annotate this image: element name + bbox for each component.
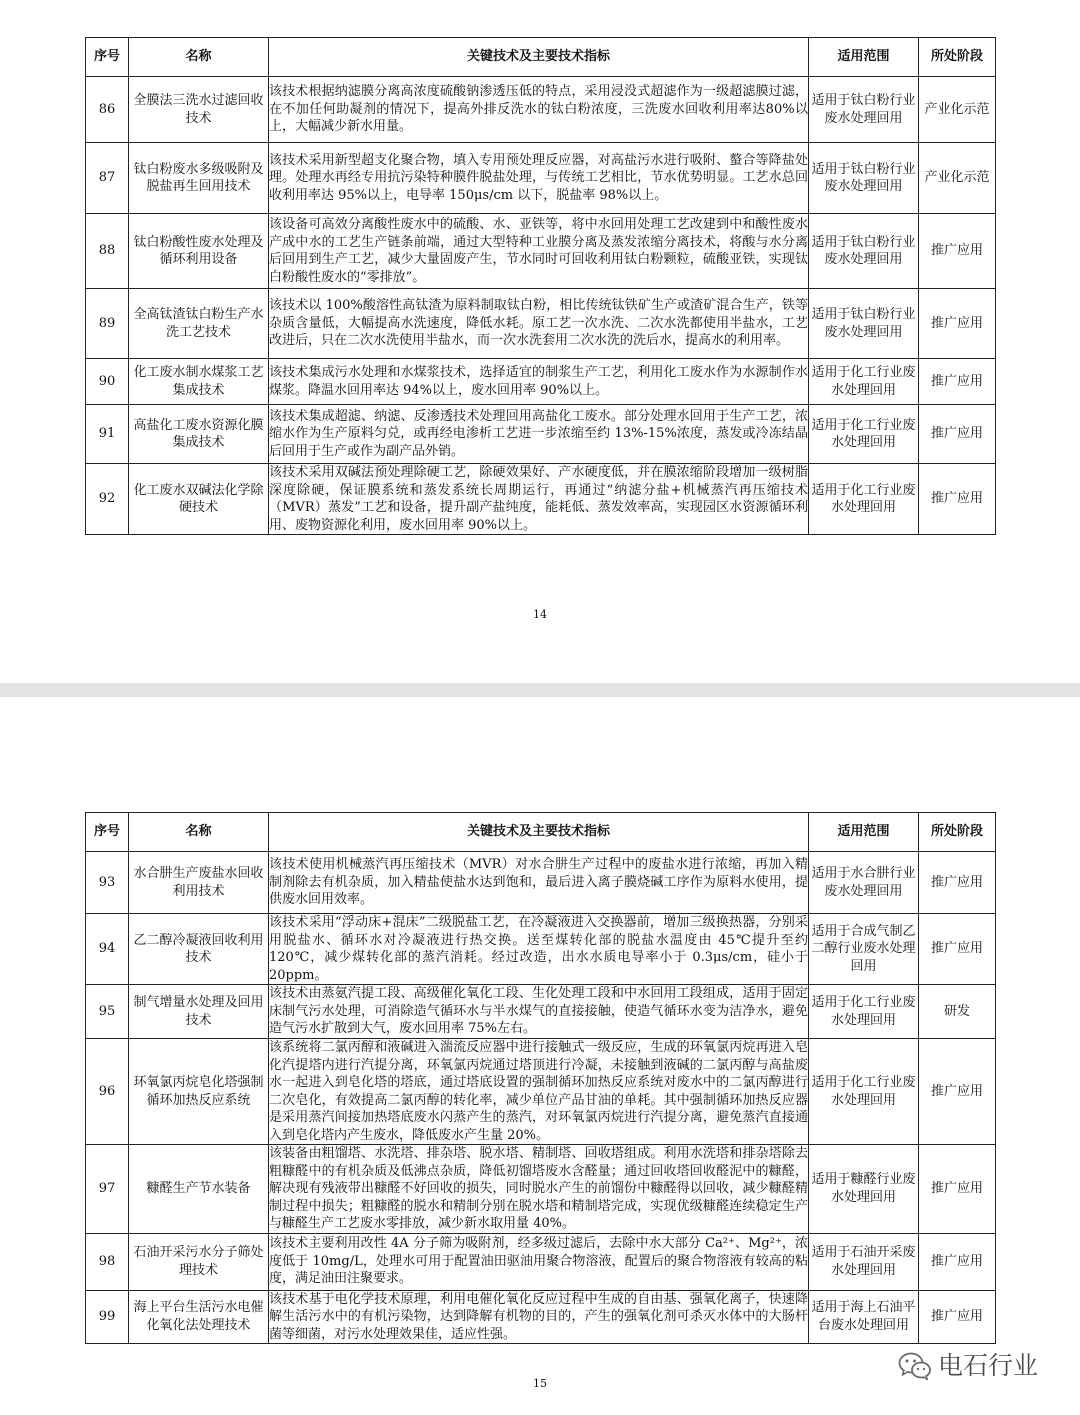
table-body: [86, 77, 996, 535]
table-row: [86, 852, 996, 914]
row-number: 86: [86, 77, 129, 143]
tech-description: 该技术由蒸氨汽提工段、高级催化氧化工段、生化处理工段和中水回用工段组成，适用于固定床制气污水处理，可消除造气循环水与半水煤气的直接接触，使造气循环水变为洁净水，避免造气污水扩散到大气，废水回用率 75%左右。: [269, 985, 809, 1039]
tech-name: 糠醛生产节水装备: [129, 1145, 269, 1234]
development-stage: 研发: [919, 985, 996, 1039]
header-scope: 适用范围: [809, 813, 919, 852]
tech-description: 该设备可高效分离酸性废水中的硫酸、水、亚铁等，将中水回用处理工艺改建到中和酸性废水产成中水的工艺生产链条前端，通过大型特种工业膜分离及蒸发浓缩分离技术，将酸与水分离后回用到生产工艺，减少大量固废产生，节水同时可回收利用钛白粉颗粒，硫酸亚铁，实现钛白粉酸性废水的“零排放”。: [269, 214, 809, 289]
tech-name: 高盐化工废水资源化膜集成技术: [129, 405, 269, 464]
application-scope: 适用于化工行业废水处理回用: [809, 1039, 919, 1145]
row-number: 87: [86, 143, 129, 214]
row-number: 96: [86, 1039, 129, 1145]
row-number: 98: [86, 1233, 129, 1290]
tech-name: 钛白粉酸性废水处理及循环利用设备: [129, 214, 269, 289]
tech-description: 该装备由粗馏塔、水洗塔、排杂塔、脱水塔、精制塔、回收塔组成。利用水洗塔和排杂塔除去粗糠醛中的有机杂质及低沸点杂质，降低初馏塔废水含醛量；通过回收塔回收醛泥中的糠醛，解决现有残液带出糠醛不好回收的损失，同时脱水产生的前馏份中糠醛得以回收，减少糠醛精制过程中损失；粗糠醛的脱水和精制分别在脱水塔和精制塔完成，实现优级糠醛连续稳定生产与糠醛生产工艺废水零排放，减少新水取用量 40%。: [269, 1146, 808, 1231]
page-number: 15: [533, 1377, 547, 1390]
document-page-15: [0, 697, 1080, 1415]
application-scope: 适用于化工行业废水处理回用: [809, 359, 919, 405]
header-name: 名称: [129, 38, 269, 77]
development-stage: 推广应用: [919, 289, 996, 359]
row-number: 91: [86, 405, 129, 464]
document-page-14: [0, 0, 1080, 683]
page-separator: [0, 683, 1080, 697]
watermark: [898, 1350, 1038, 1382]
development-stage: 推广应用: [919, 852, 996, 914]
development-stage: 推广应用: [919, 214, 996, 289]
table-body: [86, 852, 996, 1344]
table-row: [86, 1039, 996, 1145]
development-stage: 推广应用: [919, 359, 996, 405]
application-scope: 适用于海上石油平台废水处理回用: [809, 1290, 919, 1344]
row-number: 92: [86, 464, 129, 535]
header-description: 关键技术及主要技术指标: [269, 38, 809, 77]
tech-description: 该技术集成超滤、纳滤、反渗透技术处理回用高盐化工废水。部分处理水回用于生产工艺，浓缩水作为生产原料匀兑，或再经电渗析工艺进一步浓缩至约 13%-15%浓度，蒸发或冷冻结晶后回用于生产或作为副产品外销。: [269, 405, 809, 464]
development-stage: 推广应用: [919, 1145, 996, 1234]
development-stage: 推广应用: [919, 1290, 996, 1344]
header-number: 序号: [86, 38, 129, 77]
row-number: 90: [86, 359, 129, 405]
row-number: 89: [86, 289, 129, 359]
row-number: 99: [86, 1290, 129, 1344]
header-stage: 所处阶段: [919, 38, 996, 77]
table-row: [86, 77, 996, 143]
application-scope: 适用于糠醛行业废水处理回用: [809, 1145, 919, 1234]
watermark-text: 电石行业: [938, 1352, 1039, 1380]
tech-description: 该技术采用双碱法预处理除硬工艺，除硬效果好、产水硬度低，并在膜浓缩阶段增加一级树脂深度除硬，保证膜系统和蒸发系统长周期运行，再通过“纳滤分盐+机械蒸汽再压缩技术（MVR）蒸发”工艺和设备，提升副产盐纯度，能耗低、蒸发效率高，实现园区水资源循环利用、废物资源化利用，废水回用率 90%以上。: [269, 465, 808, 533]
tech-name: 环氧氯丙烷皂化塔强制循环加热反应系统: [129, 1039, 269, 1145]
development-stage: 推广应用: [919, 464, 996, 535]
technology-table: [85, 37, 996, 535]
row-number: 93: [86, 852, 129, 914]
development-stage: 产业化示范: [919, 77, 996, 143]
table-header-row: [86, 813, 996, 852]
table-row: [86, 464, 996, 535]
tech-name: 石油开采污水分子筛处理技术: [129, 1233, 269, 1290]
development-stage: 推广应用: [919, 1233, 996, 1290]
development-stage: 产业化示范: [919, 143, 996, 214]
table-row: [86, 914, 996, 985]
table-row: [86, 359, 996, 405]
tech-name: 全高钛渣钛白粉生产水洗工艺技术: [129, 289, 269, 359]
tech-name: 钛白粉废水多级吸附及脱盐再生回用技术: [129, 143, 269, 214]
application-scope: 适用于钛白粉行业废水处理回用: [809, 289, 919, 359]
technology-table: [85, 812, 996, 1344]
tech-description: 该技术集成污水处理和水煤浆技术，选择适宜的制浆生产工艺，利用化工废水作为水源制作水煤浆。降温水回用率达 94%以上，废水回用率 90%以上。: [269, 359, 809, 405]
application-scope: 适用于化工行业废水处理回用: [809, 464, 919, 535]
tech-description: 该技术基于电化学技术原理，利用电催化氧化反应过程中生成的自由基、强氧化离子，快速降解生活污水中的有机污染物，达到降解有机物的目的，产生的强氧化剂可杀灭水体中的大肠杆菌等细菌，对污水处理效果佳，适应性强。: [269, 1291, 808, 1342]
application-scope: 适用于化工行业废水处理回用: [809, 405, 919, 464]
table-row: [86, 1145, 996, 1234]
table-row: [86, 1233, 996, 1290]
tech-name: 化工废水制水煤浆工艺集成技术: [129, 359, 269, 405]
tech-name: 水合肼生产废盐水回收利用技术: [129, 852, 269, 914]
tech-description: 该技术使用机械蒸汽再压缩技术（MVR）对水合肼生产过程中的废盐水进行浓缩，再加入精制剂除去有机杂质，加入精盐使盐水达到饱和，最后进入离子膜烧碱工序作为原料水使用，提供废水回用效率。: [269, 852, 809, 914]
row-number: 94: [86, 914, 129, 985]
tech-description: 该技术主要利用改性 4A 分子筛为吸附剂，经多级过滤后，去除中水大部分 Ca²⁺、Mg²⁺，浓度低于 10mg/L，处理水可用于配置油田驱油用聚合物溶液，配置后的聚合物溶液有较高的粘度，满足油田注聚要求。: [269, 1233, 809, 1290]
application-scope: 适用于钛白粉行业废水处理回用: [809, 143, 919, 214]
application-scope: 适用于钛白粉行业废水处理回用: [809, 214, 919, 289]
development-stage: 推广应用: [919, 914, 996, 985]
table-row: [86, 289, 996, 359]
tech-description: 该技术采用新型超支化聚合物，填入专用预处理反应器，对高盐污水进行吸附、螯合等降盐处理。处理水再经专用抗污染特种膜件脱盐处理，与传统工艺相比，节水优势明显。工艺水总回收利用率达 95%以上，电导率 150μs/cm 以下，脱盐率 98%以上。: [269, 143, 809, 214]
tech-name: 乙二醇冷凝液回收利用技术: [129, 914, 269, 985]
development-stage: 推广应用: [919, 1039, 996, 1145]
header-name: 名称: [129, 813, 269, 852]
tech-name: 化工废水双碱法化学除硬技术: [129, 464, 269, 535]
table-row: [86, 143, 996, 214]
tech-name: 海上平台生活污水电催化氧化法处理技术: [129, 1290, 269, 1344]
application-scope: 适用于钛白粉行业废水处理回用: [809, 77, 919, 143]
tech-name: 制气增量水处理及回用技术: [129, 985, 269, 1039]
header-description: 关键技术及主要技术指标: [269, 813, 809, 852]
application-scope: 适用于合成气制乙二醇行业废水处理回用: [809, 914, 919, 985]
application-scope: 适用于水合肼行业废水处理回用: [809, 852, 919, 914]
table-row: [86, 985, 996, 1039]
page-number: 14: [533, 608, 547, 621]
application-scope: 适用于化工行业废水处理回用: [809, 985, 919, 1039]
development-stage: 推广应用: [919, 405, 996, 464]
table-header-row: [86, 38, 996, 77]
table-row: [86, 405, 996, 464]
row-number: 88: [86, 214, 129, 289]
header-scope: 适用范围: [809, 38, 919, 77]
row-number: 97: [86, 1145, 129, 1234]
tech-description: 该技术采用“浮动床+混床”二级脱盐工艺，在冷凝液进入交换器前，增加三级换热器，分别采用脱盐水、循环水对冷凝液进行热交换。送至煤转化部的脱盐水温度由 45℃提升至约 120℃，减少煤转化部的蒸汽消耗。经过改造，出水水质电导率小于 0.3μs/cm，硅小于20ppm。: [269, 915, 808, 983]
row-number: 95: [86, 985, 129, 1039]
header-stage: 所处阶段: [919, 813, 996, 852]
tech-description: 该技术根据纳滤膜分离高浓度硫酸钠渗透压低的特点，采用浸没式超滤作为一级超滤膜过滤，在不加任何助凝剂的情况下，提高外排反洗水的钛白粉浓度，三洗废水回收利用率达80%以上，大幅减少新水用量。: [269, 77, 809, 143]
table-row: [86, 214, 996, 289]
application-scope: 适用于石油开采废水处理回用: [809, 1233, 919, 1290]
header-number: 序号: [86, 813, 129, 852]
tech-name: 全膜法三洗水过滤回收技术: [129, 77, 269, 143]
wechat-icon: [898, 1351, 932, 1381]
table-row: [86, 1290, 996, 1344]
tech-description: 该系统将二氯丙醇和液碱进入湍流反应器中进行接触式一级反应，生成的环氧氯丙烷再进入皂化汽提塔内进行汽提分离，环氧氯丙烷通过塔顶进行冷凝，未接触到液碱的二氯丙醇与高盐废水一起进入到皂化塔的塔底，通过塔底设置的强制循环加热反应系统对废水中的二氯丙醇进行二次皂化，有效提高二氯丙醇的转化率，减少单位产品甘油的单耗。其中强制循环加热反应器是采用蒸汽间接加热塔底废水闪蒸产生的蒸汽，对环氧氯丙烷进行汽提分离，避免蒸汽直接通入到皂化塔内产生废水，降低废水产生量 20%。: [269, 1040, 808, 1143]
tech-description: 该技术以 100%酸溶性高钛渣为原料制取钛白粉，相比传统钛铁矿生产或渣矿混合生产，铁等杂质含量低，大幅提高水洗速度，降低水耗。原工艺一次水洗、二次水洗都使用半盐水，工艺改进后，只在二次水洗使用半盐水，而一次水洗套用二次水洗的洗后水，提高水的利用率。: [269, 289, 809, 359]
